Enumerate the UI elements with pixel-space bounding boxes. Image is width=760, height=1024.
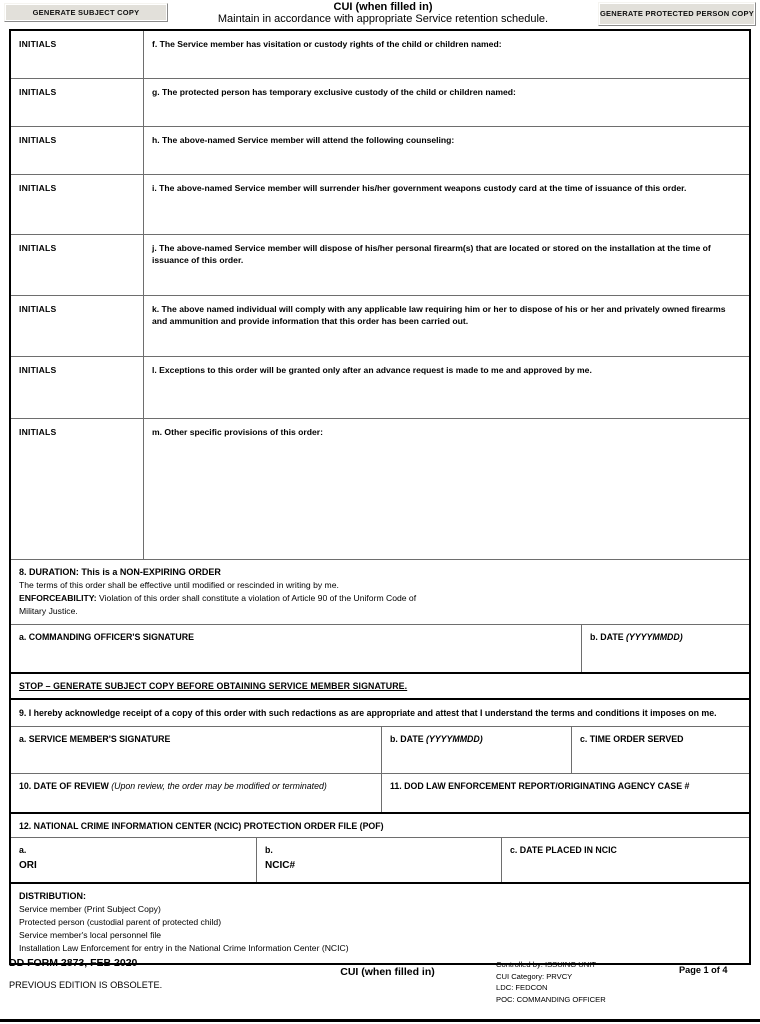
distribution-line: Service member's local personnel file [19,929,162,940]
time-order-served-label: c. TIME ORDER SERVED [580,733,684,744]
section-8-duration [11,560,749,625]
service-member-signature-field[interactable] [11,727,382,773]
table-row [11,296,749,357]
table-row [11,79,749,127]
commanding-officer-signature-label: a. COMMANDING OFFICER'S SIGNATURE [19,632,194,642]
ori-field[interactable] [11,838,257,882]
initials-label: INITIALS [19,183,57,193]
initials-label: INITIALS [19,243,57,253]
initials-label: INITIALS [19,365,57,375]
initials-cell-m[interactable] [11,419,144,559]
date-format-hint: (YYYYMMDD) [426,733,483,744]
ldc-line: LDC: FEDCON [496,983,548,993]
date-placed-in-ncic-label: c. DATE PLACED IN NCIC [510,844,617,855]
generate-subject-copy-button[interactable]: GENERATE SUBJECT COPY [4,3,168,22]
distribution-title: DISTRIBUTION: [19,890,86,901]
stop-banner [11,674,749,700]
page-header [0,0,760,28]
initials-cell-g[interactable] [11,79,144,126]
ncic-row [11,838,749,884]
initials-cell-k[interactable] [11,296,144,356]
page-number: Page 1 of 4 [679,965,728,975]
dod-law-enforcement-case-label: 11. DOD LAW ENFORCEMENT REPORT/ORIGINATING AGENCY CASE # [390,780,690,791]
date-format-hint: (YYYYMMDD) [626,632,683,642]
enforceability-text: Violation of this order shall constitute a violation of Article 90 of the Uniform Code of [96,593,417,603]
provision-text-h: h. The above-named Service member will attend the following counseling: [152,135,455,145]
section-8-enforceability-line [19,593,741,603]
provision-text-g: g. The protected person has temporary exclusive custody of the child or children named: [152,87,516,97]
provision-text-l: l. Exceptions to this order will be granted only after an advance request is made to me and approved by me. [152,365,592,375]
ori-label: ORI [19,859,37,871]
table-row [11,31,749,79]
provision-text-i: i. The above-named Service member will surrender his/her government weapons custody card at the time of issuance of this order. [152,183,687,193]
service-member-date-label: b. DATE [390,733,426,744]
cui-control-block [496,959,679,1005]
initials-cell-h[interactable] [11,127,144,174]
section-8-enforceability-line2: Military Justice. [19,606,78,616]
initials-label: INITIALS [19,135,57,145]
date-of-review-note: (Upon review, the order may be modified or terminated) [111,780,327,791]
table-row [11,127,749,175]
date-placed-in-ncic-field[interactable] [502,838,749,882]
previous-edition-note: PREVIOUS EDITION IS OBSOLETE. [9,980,163,990]
commanding-officer-date-field[interactable] [582,625,749,672]
poc-line: POC: COMMANDING OFFICER [496,994,606,1004]
section-8-terms-line: The terms of this order shall be effective until modified or rescinded in writing by me. [19,580,339,590]
ncic-number-field[interactable] [257,838,502,882]
footer-cui-marking: CUI (when filled in) [340,966,435,978]
commanding-officer-date-label: b. DATE [590,632,626,642]
page-footer [9,952,751,1014]
cui-banner-title: CUI (when filled in) [333,1,433,13]
distribution-line: Protected person (custodial parent of protected child) [19,916,222,927]
initials-label: INITIALS [19,39,57,49]
cui-category-line: CUI Category: PRVCY [496,971,573,981]
initials-cell-j[interactable] [11,235,144,295]
initials-cell-f[interactable] [11,31,144,78]
commanding-officer-signature-field[interactable] [11,625,582,672]
provision-text-j: j. The above-named Service member will dispose of his/her personal firearm(s) that are located or stored on the installation at the time of issuance of this order. [152,243,711,266]
initials-cell-i[interactable] [11,175,144,234]
cui-banner-subtitle: Maintain in accordance with appropriate Service retention schedule. [217,12,549,25]
enforceability-label: ENFORCEABILITY: [19,593,97,603]
date-of-review-label: 10. DATE OF REVIEW [19,780,112,791]
provision-text-k: k. The above named individual will comply with any applicable law requiring him or her to dispose of his or her and privately owned firearms and ammunition and provide information that this order has been carried out. [152,304,726,327]
section-9-acknowledgement: 9. I hereby acknowledge receipt of a copy of this order with such redactions as are appropriate and attest that I understand the terms and conditions it imposes on me. [11,700,749,727]
distribution-line: Installation Law Enforcement for entry in the National Crime Information Center (NCIC) [19,942,349,953]
time-order-served-field[interactable] [572,727,749,773]
table-row [11,175,749,235]
bottom-rule [0,1019,760,1022]
date-of-review-field[interactable] [11,774,382,812]
distribution-line: Service member (Print Subject Copy) [19,903,161,914]
form-id: DD FORM 2873, FEB 2020 [9,957,138,969]
ncic-letter: b. [265,844,273,855]
commanding-officer-signature-row [11,625,749,674]
table-row [11,419,749,560]
table-row [11,357,749,419]
section-10-11-row [11,774,749,814]
stop-banner-text: STOP – GENERATE SUBJECT COPY BEFORE OBTAINING SERVICE MEMBER SIGNATURE. [19,681,408,691]
cui-banner [168,2,598,28]
section-12-title: 12. NATIONAL CRIME INFORMATION CENTER (NCIC) PROTECTION ORDER FILE (POF) [11,814,749,838]
dod-law-enforcement-case-field[interactable] [382,774,749,812]
table-row [11,235,749,296]
initials-label: INITIALS [19,304,57,314]
controlled-by-line: Controlled by: ISSUING UNIT [496,960,597,969]
ncic-number-label: NCIC# [265,859,296,871]
initials-label: INITIALS [19,427,57,437]
provision-text-m[interactable]: m. Other specific provisions of this order: [152,427,323,437]
section-8-title: 8. DURATION: This is a NON-EXPIRING ORDER [19,567,221,577]
footer-left [9,957,279,990]
provision-text-f: f. The Service member has visitation or custody rights of the child or children named: [152,39,502,49]
ori-letter: a. [19,844,27,855]
service-member-date-field[interactable] [382,727,572,773]
initials-label: INITIALS [19,87,57,97]
initials-cell-l[interactable] [11,357,144,418]
generate-protected-person-copy-button[interactable]: GENERATE PROTECTED PERSON COPY [598,2,756,26]
footer-right [496,957,751,1005]
service-member-signature-label: a. SERVICE MEMBER'S SIGNATURE [19,733,171,744]
form-body [9,29,751,965]
service-member-signature-row [11,727,749,774]
